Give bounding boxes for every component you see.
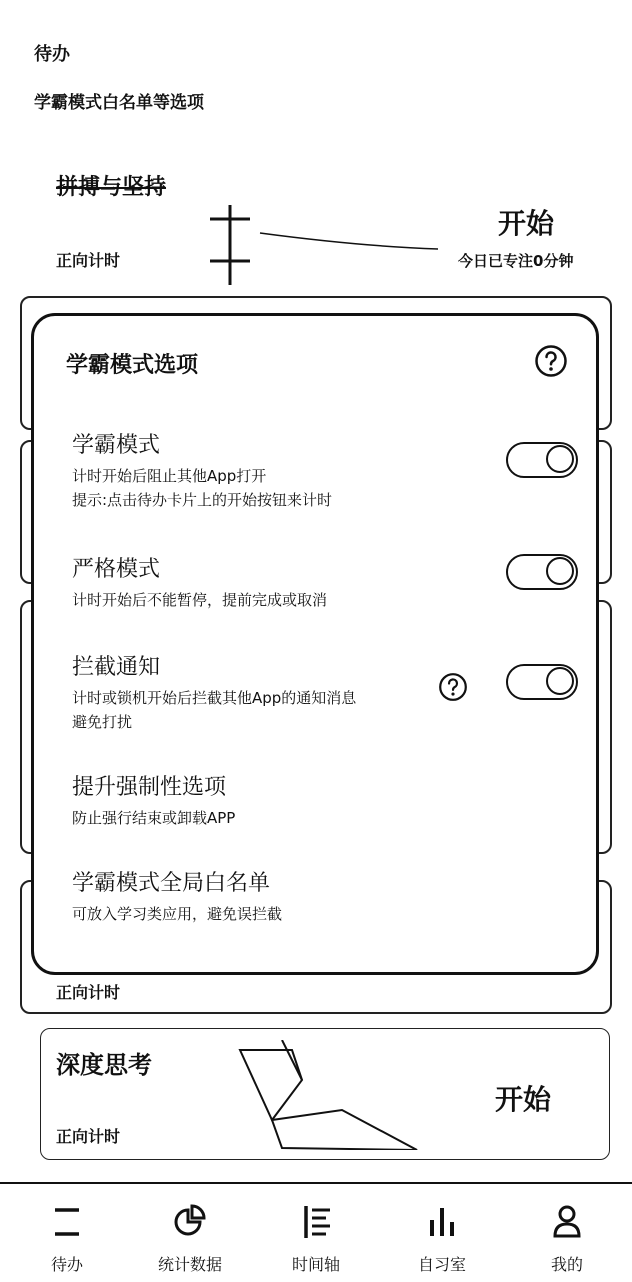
todo-card-1-title: 拼搏与坚持 [56, 175, 167, 200]
todo-card-deep-mode: 正向计时 [56, 1127, 121, 1146]
user-icon [547, 1202, 587, 1242]
option-study-mode-desc-1: 计时开始后阻止其他App打开 [72, 467, 267, 485]
todo-icon [47, 1202, 87, 1242]
paper-crane-icon [232, 1040, 422, 1150]
todo-card-1-mode: 正向计时 [56, 251, 121, 270]
toggle-knob [546, 667, 574, 695]
nav-profile[interactable] [504, 1184, 630, 1282]
todo-card-deep-start-button[interactable]: 开始 [495, 1083, 552, 1116]
option-global-whitelist-desc: 可放入学习类应用，避免误拦截 [72, 905, 283, 923]
page-header-title: 待办 [34, 44, 70, 65]
option-strict-mode-desc: 计时开始后不能暂停，提前完成或取消 [72, 591, 328, 609]
todo-card-1-today: 今日已专注0分钟 [458, 252, 574, 270]
page-subtitle[interactable]: 学霸模式白名单等选项 [34, 93, 204, 113]
nav-statistics[interactable] [127, 1184, 253, 1282]
nav-study-room[interactable] [379, 1184, 505, 1282]
bar-chart-icon [422, 1202, 462, 1242]
option-global-whitelist-title: 学霸模式全局白名单 [72, 871, 271, 896]
option-block-notifications-title: 拦截通知 [72, 655, 161, 680]
study-mode-toggle[interactable] [506, 442, 578, 478]
strict-mode-toggle[interactable] [506, 554, 578, 590]
toggle-knob [546, 557, 574, 585]
nav-profile-label: 我的 [550, 1255, 583, 1274]
option-study-mode-desc-2: 提示:点击待办卡片上的开始按钮来计时 [72, 491, 333, 509]
todo-card-deep-title: 深度思考 [56, 1051, 152, 1079]
bottom-navigation [0, 1182, 632, 1282]
option-enforcement-title: 提升强制性选项 [72, 775, 227, 800]
option-study-mode-title: 学霸模式 [72, 433, 161, 458]
toggle-knob [546, 445, 574, 473]
block-notifications-help-icon[interactable] [438, 672, 468, 702]
nav-todo-label: 待办 [50, 1255, 83, 1274]
nav-statistics-label: 统计数据 [157, 1255, 222, 1274]
option-block-notifications-desc-2: 避免打扰 [72, 713, 133, 731]
todo-card-1-start-button[interactable]: 开始 [498, 207, 555, 240]
decoration-art [200, 205, 440, 285]
block-notifications-toggle[interactable] [506, 664, 578, 700]
nav-todo[interactable] [4, 1184, 130, 1282]
timeline-icon [296, 1202, 336, 1242]
option-block-notifications-desc-1: 计时或锁机开始后拦截其他App的通知消息 [72, 689, 357, 707]
help-icon[interactable] [534, 344, 568, 378]
option-enforcement-desc: 防止强行结束或卸载APP [72, 809, 236, 827]
nav-timeline[interactable] [253, 1184, 379, 1282]
nav-study-room-label: 自习室 [417, 1255, 466, 1274]
dialog-title: 学霸模式选项 [66, 353, 199, 378]
todo-card-2-mode: 正向计时 [56, 983, 121, 1002]
pie-chart-icon [170, 1202, 210, 1242]
study-mode-options-dialog [31, 313, 599, 975]
nav-timeline-label: 时间轴 [291, 1255, 340, 1274]
option-strict-mode-title: 严格模式 [72, 557, 161, 582]
